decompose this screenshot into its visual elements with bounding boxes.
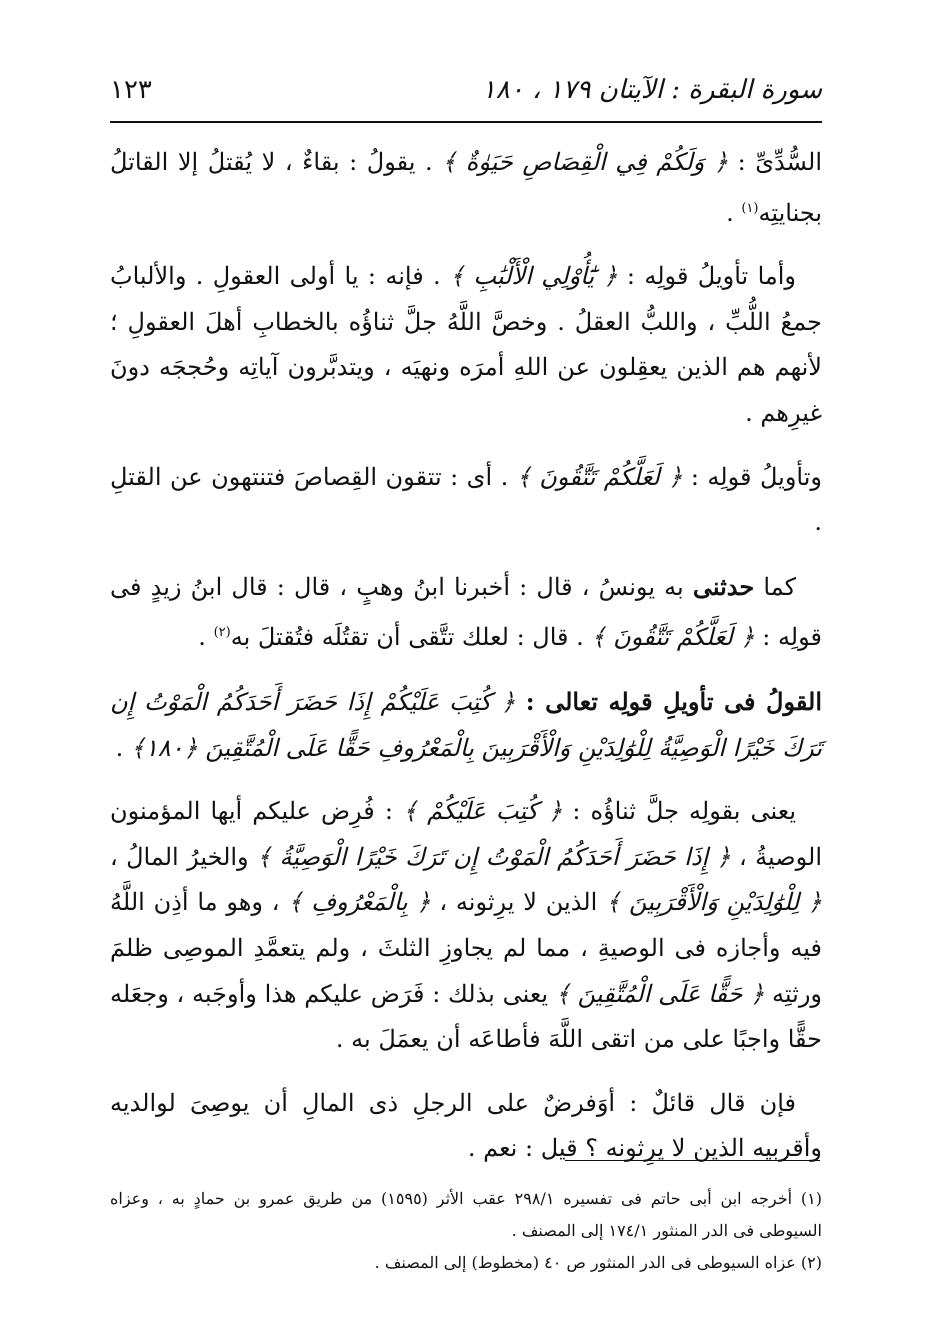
quran-quote: ﴿ لَعَلَّكُمْ تَتَّقُونَ ﴾	[591, 623, 755, 652]
footnote-ref-2[interactable]: (٢)	[213, 625, 231, 641]
hadith-chain-keyword: حدثنى	[692, 571, 755, 601]
paragraph-3: وتأويلُ قولِه : ﴿ لَعَلَّكُمْ تَتَّقُونَ ﴾ . أى : تتقون القِصاصَ فتنتهون عن القتلِ .	[110, 462, 822, 537]
section-heading: القولُ فى تأويلِ قولِه تعالى :	[515, 686, 822, 716]
footnotes	[110, 1183, 822, 1279]
paragraph-6: يعنى بقولِه جلَّ ثناؤُه : ﴿ كُتِبَ عَلَيْكُمْ ﴾ : فُرِض عليكم أيها المؤمنون الوصيةُ ، ﴿ إِذَا حَضَرَ أَحَدَكُمُ الْمَوْتُ إِن تَرَكَ خَيْرًا الْوَصِيَّةُ ﴾ والخيرُ المالُ ، ﴿ لِلْوَٰلِدَيْنِ وَالْأَقْرَبِينَ ﴾ الذين لا يرِثونه ، ﴿ بِالْمَعْرُوفِ ﴾ ، وهو ما أذِن اللَّهُ فيه وأجازه فى الوصيةِ ، مما لم يجاوزِ الثلثَ ، ولم يتعمَّدِ الموصِى ظلمَ ورثتِه ﴿ حَقًّا عَلَى الْمُتَّقِينَ ﴾ يعنى بذلك : فَرَض عليكم هذا وأوجَبه ، وجعَله حقًّا واجبًا على من اتقى اللَّهَ فأطاعَه أن يعمَلَ به .	[110, 797, 823, 1054]
quran-quote: ﴿ لَعَلَّكُمْ تَتَّقُونَ ﴾	[516, 462, 683, 491]
page-number: ١٢٣	[110, 75, 152, 105]
paragraph-4: كما حدثنى به يونسُ ، قال : أخبرنا ابنُ وهبٍ ، قال : قال ابنُ زيدٍ فى قولِه : ﴿ لَعَلَّكُمْ تَتَّقُونَ ﴾ . قال : لعلك تتَّقى أن تقتُلَه فتُقتلَ به$^{(٢)}$ .	[110, 571, 822, 652]
quran-quote: ﴿ كُتِبَ عَلَيْكُمْ ﴾	[402, 797, 563, 826]
paragraph-7: فإن قال قائلٌ : أوَفرضٌ على الرجلِ ذى المالِ أن يوصِىَ لوالديه وأقربيه الذين لا يرِثونه ؟ قيل : نعم .	[110, 1088, 822, 1163]
quran-quote: ﴿ إِذَا حَضَرَ أَحَدَكُمُ الْمَوْتُ إِن تَرَكَ خَيْرًا الْوَصِيَّةُ ﴾	[257, 842, 731, 871]
header-rule	[110, 121, 822, 123]
footnote-separator	[565, 1160, 820, 1161]
quran-quote: ﴿ حَقًّا عَلَى الْمُتَّقِينَ ﴾	[555, 979, 765, 1008]
main-text	[110, 140, 822, 1190]
footnote-1: (١) أخرجه ابن أبى حاتم فى تفسيره ٢٩٨/١ عقب الأثر (١٥٩٥) من طريق عمرو بن حمادٍ به ، وعزاه السيوطى فى الدر المنثور ١٧٤/١ إلى المصنف .	[110, 1189, 823, 1240]
running-title: سورة البقرة : الآيتان ١٧٩ ، ١٨٠	[481, 75, 822, 105]
footnote-ref-1[interactable]: (١)	[741, 200, 759, 216]
paragraph-1: السُّدِّىِّ : ﴿ وَلَكُمْ فِي الْقِصَاصِ حَيَوٰةٌ ﴾ . يقولُ : بقاءٌ ، لا يُقتلُ إلا القاتلُ بجنايتِه$^{(١)}$ .	[110, 148, 823, 227]
footnote-2: (٢) عزاه السيوطى فى الدر المنثور ص ٤٠ (مخطوط) إلى المصنف .	[374, 1253, 822, 1272]
quran-verse-180: ﴿ كُتِبَ عَلَيْكُمْ إِذَا حَضَرَ أَحَدَكُمُ الْمَوْتُ إِن تَرَكَ خَيْرًا الْوَصِيَّةُ لِلْوَٰلِدَيْنِ وَالْأَقْرَبِينَ بِالْمَعْرُوفِ حَقًّا عَلَى الْمُتَّقِينَ ﴿١٨٠﴾	[110, 687, 822, 762]
quran-quote: ﴿ بِالْمَعْرُوفِ ﴾	[288, 888, 431, 917]
section-heading-paragraph: القولُ فى تأويلِ قولِه تعالى : ﴿ كُتِبَ عَلَيْكُمْ إِذَا حَضَرَ أَحَدَكُمُ الْمَوْتُ إِن تَرَكَ خَيْرًا الْوَصِيَّةُ لِلْوَٰلِدَيْنِ وَالْأَقْرَبِينَ بِالْمَعْرُوفِ حَقًّا عَلَى الْمُتَّقِينَ ﴿١٨٠﴾ .	[110, 686, 822, 762]
paragraph-2: وأما تأويلُ قولِه : ﴿ يَٰٓأُوْلِي الْأَلْبَٰبِ ﴾ . فإنه : يا أولى العقولِ . والألبابُ جمعُ اللُّبِّ ، واللبُّ العقلُ . وخصَّ اللَّهُ جلَّ ثناؤُه بالخطابِ أهلَ العقولِ ؛ لأنهم هم الذين يعقِلون عن اللهِ أمرَه ونهيَه ، ويتدبَّرون آياتِه وحُججَه دونَ غيرِهم .	[110, 262, 822, 427]
quran-quote: ﴿ وَلَكُمْ فِي الْقِصَاصِ حَيَوٰةٌ ﴾	[442, 148, 729, 176]
quran-quote: ﴿ يَٰٓأُوْلِي الْأَلْبَٰبِ ﴾	[450, 262, 618, 291]
quran-quote: ﴿ لِلْوَٰلِدَيْنِ وَالْأَقْرَبِينَ ﴾	[606, 888, 822, 917]
page-header	[110, 70, 822, 110]
